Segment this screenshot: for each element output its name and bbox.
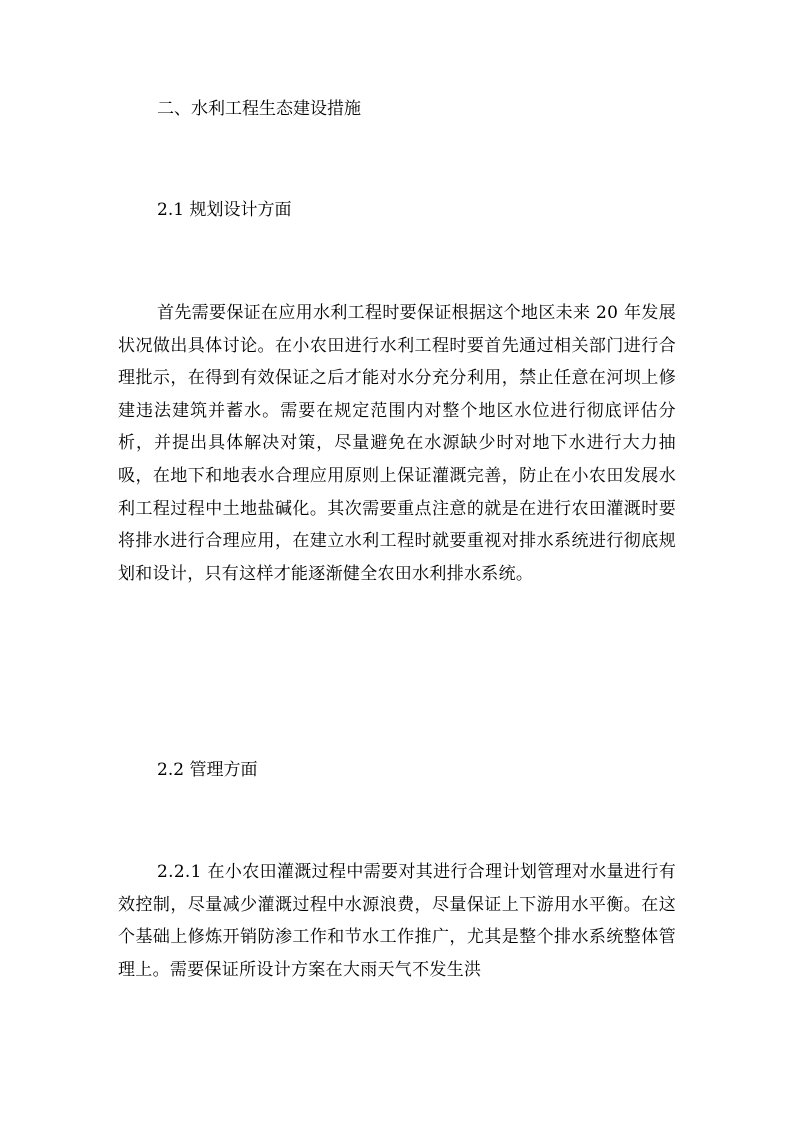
subsection-title-management: 2.2 管理方面 [157,760,258,780]
paragraph-planning: 首先需要保证在应用水利工程时要保证根据这个地区未来 20 年发展状况做出具体讨论。在小农田进行水利工程时要首先通过相关部门进行合理批示，在得到有效保证之后才能对水分充分利用，禁止任意在河坝上修建违法建筑并蓄水。需要在规定范围内对整个地区水位进行彻底评估分析，并提出具体解决对策，尽量避免在水源缺少时对地下水进行大力抽吸，在地下和地表水合理应用原则上保证灌溉完善，防止在小农田发展水利工程过程中土地盐碱化。其次需要重点注意的就是在进行农田灌溉时要将排水进行合理应用，在建立水利工程时就要重视对排水系统进行彻底规划和设计，只有这样才能逐渐健全农田水利排水系统。 [118,303,676,584]
section-title: 二、水利工程生态建设措施 [157,99,361,119]
subsection-title-planning: 2.1 规划设计方面 [157,200,292,220]
paragraph-management: 2.2.1 在小农田灌溉过程中需要对其进行合理计划管理对水量进行有效控制，尽量减少灌溉过程中水源浪费，尽量保证上下游用水平衡。在这个基础上修炼开销防渗工作和节水工作推广，尤其是整个排水系统整体管理上。需要保证所设计方案在大雨天气不发生洪 [118,862,676,980]
